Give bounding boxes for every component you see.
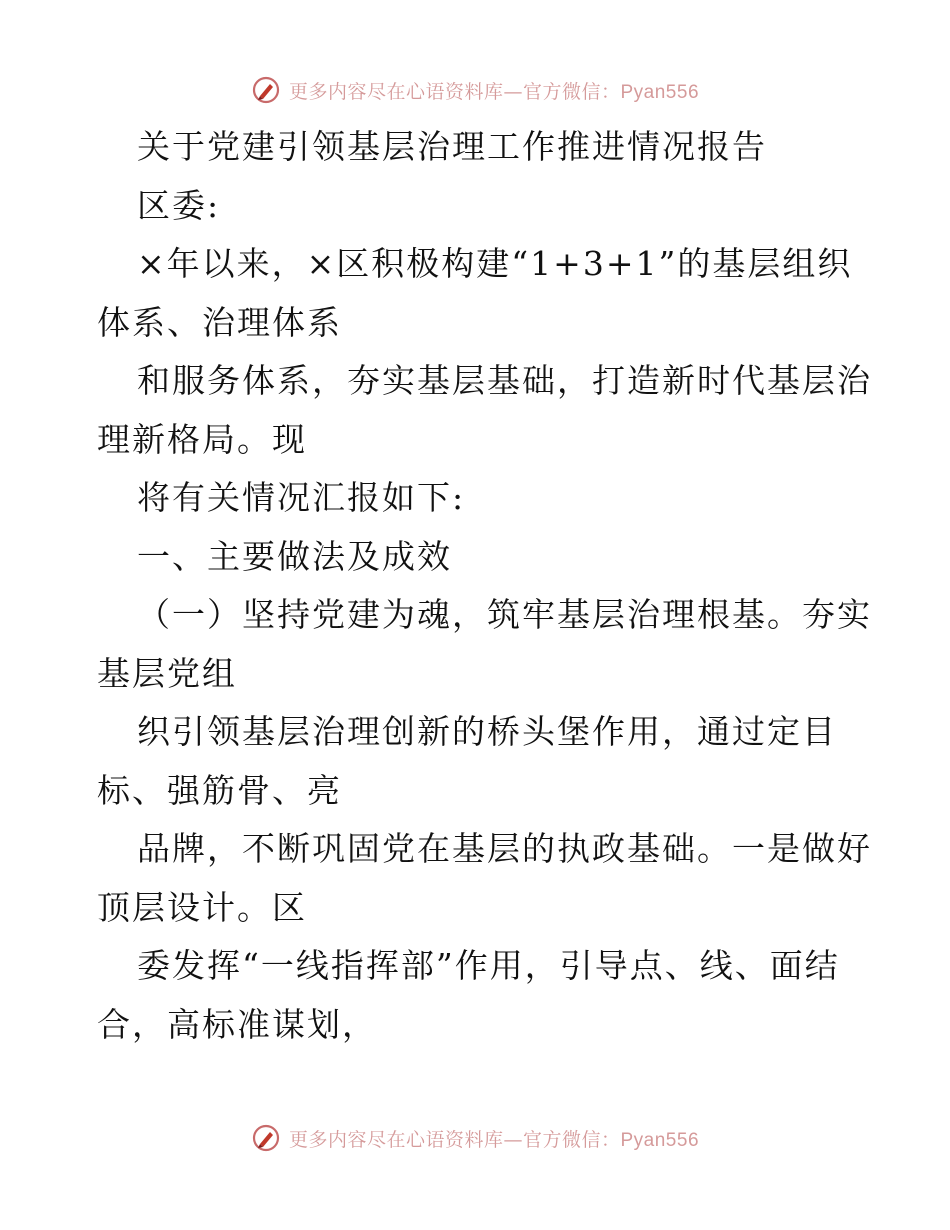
watermark-footer (0, 1118, 950, 1158)
section-heading: 一、主要做法及成效 (137, 536, 452, 576)
text-line: 顶层设计。区 (97, 887, 307, 927)
text-line: 织引领基层治理创新的桥头堡作用，通过定目 (137, 712, 837, 751)
text-line: 和服务体系，夯实基层基础，打造新时代基层治 (137, 361, 872, 400)
salutation: 区委: (137, 185, 221, 225)
subsection-heading: （一）坚持党建为魂，筑牢基层治理根基。夯实 (137, 595, 872, 634)
text-line: ×年以来，×区积极构建“1+3+1”的基层组织 (137, 244, 853, 283)
text-line: 基层党组 (97, 653, 237, 693)
text-line: 体系、治理体系 (97, 302, 342, 342)
document-title: 关于党建引领基层治理工作推进情况报告 (137, 127, 767, 166)
document-body (97, 118, 872, 1054)
text-line: 品牌，不断巩固党在基层的执政基础。一是做好 (137, 829, 872, 868)
text-line: 委发挥“一线指挥部”作用，引导点、线、面结 (137, 946, 840, 985)
text-line: 将有关情况汇报如下: (137, 478, 466, 517)
text-line: 合，高标准谋划， (97, 1004, 377, 1044)
pen-logo-icon (251, 75, 281, 105)
watermark-text: 更多内容尽在心语资料库—官方微信：Pyan556 (288, 80, 700, 103)
watermark-text: 更多内容尽在心语资料库—官方微信：Pyan556 (288, 1128, 700, 1151)
text-line: 标、强筋骨、亮 (97, 770, 342, 810)
pen-logo-icon (251, 1123, 281, 1153)
text-line: 理新格局。现 (97, 419, 307, 459)
watermark-header (0, 70, 950, 110)
